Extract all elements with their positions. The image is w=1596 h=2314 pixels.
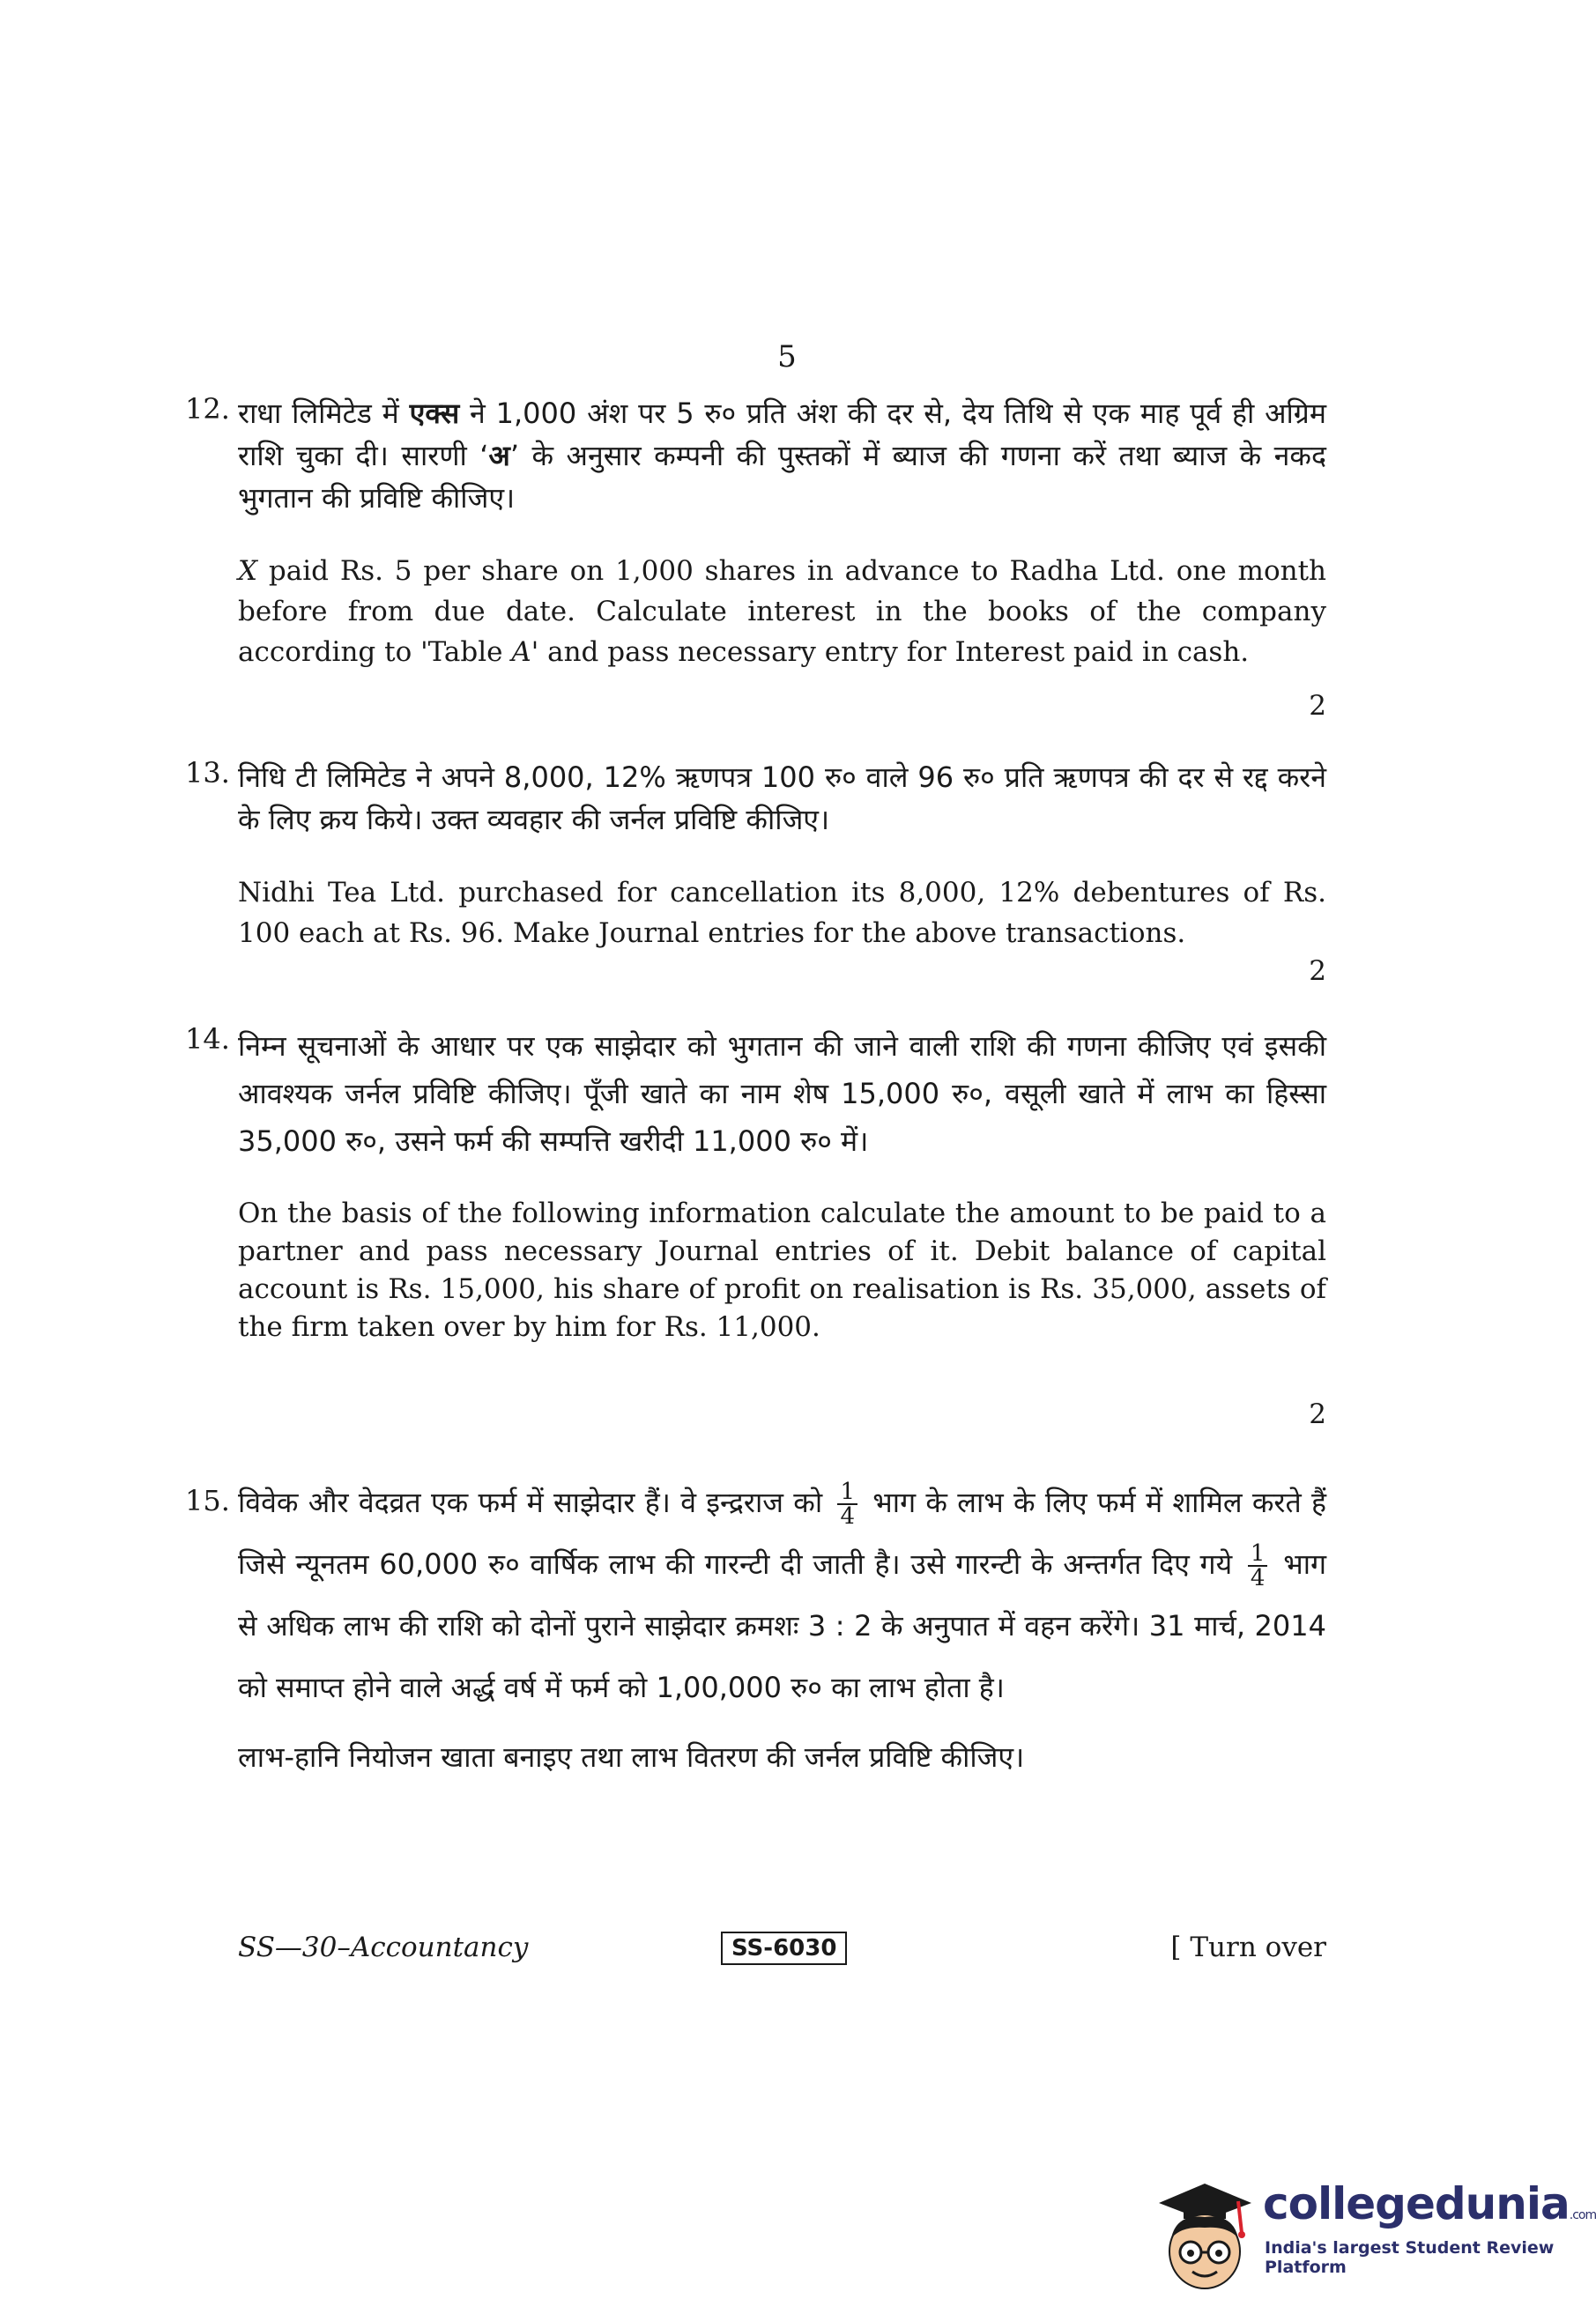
bold-text: अ bbox=[488, 439, 510, 472]
question-number: 15. bbox=[185, 1484, 230, 1517]
question-number: 12. bbox=[185, 392, 230, 426]
question-english-text bbox=[238, 872, 1326, 953]
text-segment: ' and pass necessary entry for Interest paid in cash. bbox=[531, 636, 1250, 668]
logo-wordmark bbox=[1263, 2178, 1596, 2229]
page-number: 5 bbox=[777, 339, 797, 375]
question-number: 14. bbox=[185, 1022, 230, 1056]
fraction-numerator: 1 bbox=[837, 1480, 857, 1505]
question-marks: 2 bbox=[1309, 1398, 1326, 1430]
question-number: 13. bbox=[185, 756, 230, 790]
logo-suffix: .com bbox=[1569, 2208, 1596, 2222]
italic-text: A bbox=[511, 636, 531, 668]
question-14 bbox=[185, 1022, 1326, 1430]
text-segment: निधि टी लिमिटेड ने अपने 8,000, 12% ऋणपत्र 100 रु० वाले 96 रु० प्रति ऋणपत्र की दर से रद्द करने के लिए क्रय किये। उक्त व्यवहार की जर्नल प्रविष्टि कीजिए। bbox=[238, 760, 1326, 836]
bold-text: एक्स bbox=[409, 397, 460, 430]
text-segment: Nidhi Tea Ltd. purchased for cancellation its 8,000, 12% debentures of Rs. 100 each at Rs. 96. Make Journal entries for the above transactions. bbox=[238, 877, 1326, 949]
question-english-text bbox=[238, 551, 1326, 672]
text-segment: ने 1,000 अंश पर 5 रु० प्रति अंश की दर से, देय तिथि से एक माह पूर्व ही अग्रिम राशि चुका दी। सारणी ‘ bbox=[238, 397, 1326, 472]
italic-text: X bbox=[238, 555, 258, 587]
logo-name: collegedunia bbox=[1263, 2178, 1570, 2229]
hindi-text-part: विवेक और वेदव्रत एक फर्म में साझेदार हैं। वे इन्द्रराज को bbox=[238, 1486, 823, 1519]
question-marks: 2 bbox=[1309, 955, 1326, 987]
question-13 bbox=[185, 756, 1326, 987]
fraction-one-quarter bbox=[837, 1480, 857, 1528]
question-marks: 2 bbox=[1309, 690, 1326, 722]
hindi-text-part: भाग के लाभ के लिए फर्म में शामिल करते हैं जिसे न्यूनतम 60,000 रु० वार्षिक लाभ की गारन्टी दी जाती है। उसे गारन्टी के अन्तर्गत दिए गये bbox=[238, 1486, 1327, 1581]
fraction-one-quarter bbox=[1248, 1542, 1268, 1590]
text-segment: ’ के अनुसार कम्पनी की पुस्तकों में ब्याज की गणना करें तथा ब्याज के नकद भुगतान की प्रविष्टि कीजिए। bbox=[238, 439, 1327, 515]
text-segment: निम्न सूचनाओं के आधार पर एक साझेदार को भुगतान की जाने वाली राशि की गणना कीजिए एवं इसकी आवश्यक जर्नल प्रविष्टि कीजिए। पूँजी खाते का नाम शेष 15,000 रु०, वसूली खाते में लाभ का हिस्सा 35,000 रु०, उसने फर्म की सम्पत्ति खरीदी 11,000 रु० में। bbox=[238, 1029, 1326, 1158]
logo-tagline: India's largest Student Review Platform bbox=[1265, 2238, 1555, 2277]
text-segment: On the basis of the following information calculate the amount to be paid to a partner and pass necessary Journal entries of it. Debit balance of capital account is Rs. 15,000, his share of profit on realisation is Rs. 35,000, assets of the firm taken over by him for Rs. 11,000. bbox=[238, 1198, 1326, 1343]
question-hindi-text bbox=[238, 392, 1326, 519]
fraction-denominator: 4 bbox=[840, 1503, 855, 1530]
text-segment: paid Rs. 5 per share on 1,000 shares in advance to Radha Ltd. one month before from due date. Calculate interest in the books of the company according to 'Table bbox=[238, 555, 1326, 668]
footer-paper-code: SS-6030 bbox=[721, 1932, 847, 1965]
collegedunia-logo bbox=[1150, 2168, 1596, 2300]
text-segment: राधा लिमिटेड में bbox=[238, 397, 410, 430]
footer-turn-over: [ Turn over bbox=[1170, 1932, 1326, 1963]
question-hindi-instruction: लाभ-हानि नियोजन खाता बनाइए तथा लाभ वितरण की जर्नल प्रविष्टि कीजिए। bbox=[238, 1740, 1025, 1774]
hindi-text-part: भाग से अधिक लाभ की राशि को दोनों पुराने साझेदार क्रमशः 3 : 2 के अनुपात में वहन करेंगे। 31 मार्च, 2014 को समाप्त होने वाले अर्द्ध वर्ष में फर्म को 1,00,000 रु० का लाभ होता है। bbox=[238, 1547, 1327, 1704]
question-hindi-text bbox=[238, 756, 1326, 841]
fraction-denominator: 4 bbox=[1250, 1565, 1266, 1591]
question-15 bbox=[185, 1472, 1327, 1778]
question-12 bbox=[185, 392, 1327, 722]
question-hindi-text bbox=[238, 1472, 1326, 1718]
question-english-text bbox=[238, 1195, 1326, 1346]
footer-subject: SS—30–Accountancy bbox=[238, 1932, 529, 1963]
fraction-numerator: 1 bbox=[1248, 1542, 1268, 1567]
question-hindi-text bbox=[238, 1022, 1326, 1165]
page-footer bbox=[238, 1932, 1326, 1967]
mascot-icon bbox=[1150, 2168, 1260, 2300]
